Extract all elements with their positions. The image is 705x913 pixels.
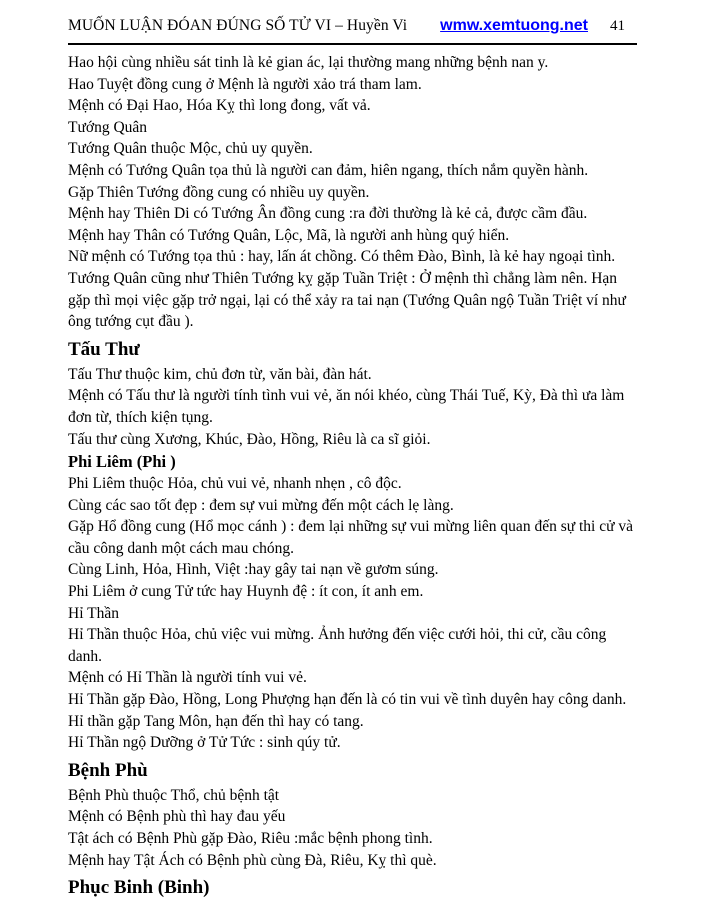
paragraph: Cùng Linh, Hỏa, Hình, Việt :hay gây tai nạn về gươm súng.: [68, 561, 439, 579]
page-header: [68, 17, 637, 35]
paragraph: Tấu thư cùng Xương, Khúc, Đào, Hồng, Riêu là ca sĩ giỏi.: [68, 430, 431, 448]
paragraph: Mệnh có Hỉ Thần là người tính vui vẻ.: [68, 669, 307, 687]
paragraph: Hao hội cùng nhiều sát tinh là kẻ gian ác, lại thường mang những bệnh nan y.: [68, 54, 549, 71]
paragraph: Tướng Quân cũng như Thiên Tướng kỵ gặp Tuần Triệt : Ở mệnh thì chẳng làm nên. Hạn gặp thì mọi việc gặp trở ngại, lại có thể xảy ra tai nạn (Tướng Quân ngộ Tuần Triệt ví như ông tướng cụt đầu ).: [68, 269, 626, 331]
paragraph: Hỉ Thần thuộc Hỏa, chủ việc vui mừng. Ảnh hưởng đến việc cưới hỏi, thi cử, cầu công danh.: [68, 626, 607, 665]
page-number: 41: [610, 18, 625, 34]
paragraph: Hao Tuyệt đồng cung ở Mệnh là người xảo trá tham lam.: [68, 75, 422, 93]
paragraph: Phi Liêm ở cung Tử tức hay Huynh đệ : ít con, ít anh em.: [68, 583, 424, 601]
section-heading-phuc-binh: Phục Binh (Binh): [68, 877, 210, 899]
header-right-group: [440, 17, 637, 35]
section-heading-benh-phu: Bệnh Phù: [68, 759, 148, 781]
paragraph: Bệnh Phù thuộc Thổ, chủ bệnh tật: [68, 786, 280, 804]
paragraph: Cùng các sao tốt đẹp : đem sự vui mừng đến một cách lẹ làng.: [68, 496, 454, 514]
paragraph: Mệnh có Đại Hao, Hóa Kỵ thì long đong, vất vả.: [68, 97, 371, 115]
paragraph: Hỉ Thần ngộ Dưỡng ở Tử Tức : sinh qúy tử.: [68, 734, 341, 752]
paragraph: Mệnh hay Thiên Di có Tướng Ân đồng cung :ra đời thường là kẻ cả, được cầm đầu.: [68, 205, 588, 223]
header-title: MUỐN LUẬN ĐÓAN ĐÚNG SỐ TỬ VI – Huyền Vi: [68, 17, 408, 34]
paragraph: Mệnh hay Tật Ách có Bệnh phù cùng Đà, Riêu, Kỵ thì què.: [68, 851, 437, 869]
paragraph: Hỉ Thần: [68, 604, 119, 622]
paragraph: Hỉ Thần gặp Đào, Hồng, Long Phượng hạn đến là có tin vui về tình duyên hay công danh.: [68, 691, 627, 709]
section-heading-tau-thu: Tấu Thư: [68, 338, 140, 360]
paragraph: Mệnh hay Thân có Tướng Quân, Lộc, Mã, là người anh hùng quý hiển.: [68, 226, 510, 244]
paragraph: Nữ mệnh có Tướng tọa thủ : hay, lấn át chồng. Có thêm Đào, Bình, là kẻ hay ngoại tình.: [68, 248, 616, 266]
section-heading-phi-liem: Phi Liêm (Phi ): [68, 452, 176, 472]
paragraph: Mệnh có Tấu thư là người tính tình vui vẻ, ăn nói khéo, cùng Thái Tuế, Kỳ, Đà thì ưa làm đơn từ, thích kiện tụng.: [68, 387, 625, 426]
paragraph: Gặp Thiên Tướng đồng cung có nhiều uy quyền.: [68, 183, 370, 201]
paragraph: Phi Liêm thuộc Hỏa, chủ vui vẻ, nhanh nhẹn , cô độc.: [68, 475, 402, 493]
paragraph: Tướng Quân thuộc Mộc, chủ uy quyền.: [68, 140, 313, 158]
paragraph: Tật ách có Bệnh Phù gặp Đào, Riêu :mắc bệnh phong tình.: [68, 830, 433, 847]
paragraph: Tướng Quân: [68, 118, 148, 136]
paragraph: Hỉ thần gặp Tang Môn, hạn đến thì hay có tang.: [68, 712, 364, 730]
document-body: [68, 45, 637, 900]
paragraph: Gặp Hổ đồng cung (Hổ mọc cánh ) : đem lại những sự vui mừng liên quan đến sự thi cử và cầu công danh một cách mau chóng.: [68, 518, 634, 557]
paragraph: Tấu Thư thuộc kim, chủ đơn từ, văn bài, đàn hát.: [68, 365, 372, 383]
paragraph: Mệnh có Bệnh phù thì hay đau yếu: [68, 808, 286, 826]
paragraph: Mệnh có Tướng Quân tọa thủ là người can đảm, hiên ngang, thích nắm quyền hành.: [68, 161, 589, 179]
site-link[interactable]: wmw.xemtuong.net: [440, 17, 588, 34]
